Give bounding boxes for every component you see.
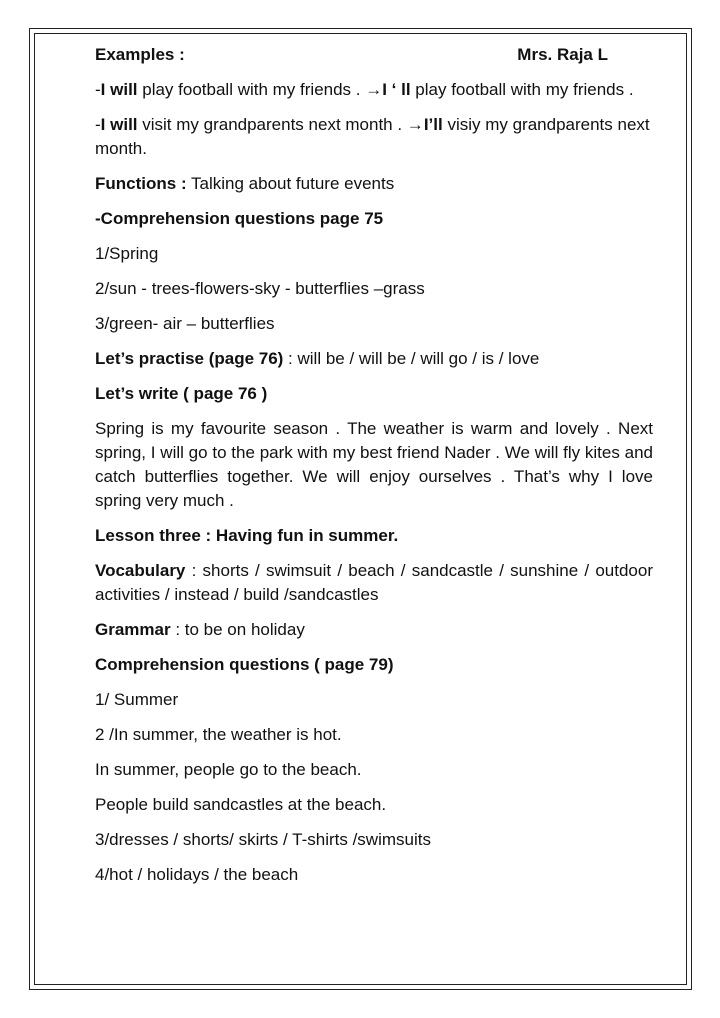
write-heading: Let’s write ( page 76 ) [95,384,268,403]
functions-label: Functions : [95,174,187,193]
example-lead: I will [100,80,138,99]
answer-line: 4/hot / holidays / the beach [95,865,299,884]
functions-line [95,172,653,196]
vocabulary-text: : shorts / swimsuit / beach / sandcastle / sunshine / outdoor activities / instead / build /sandcastles [95,561,653,604]
example-lead: I will [100,115,138,134]
practise-label: Let’s practise (page 76) [95,349,284,368]
answer-line: 1/ Summer [95,690,179,709]
lesson-title: Lesson three : Having fun in summer. [95,526,399,545]
answer-line: 3/dresses / shorts/ skirts / T-shirts /swimsuits [95,830,431,849]
vocabulary-line [95,559,653,607]
grammar-text: : to be on holiday [170,620,305,639]
practise-text: : will be / will be / will go / is / love [283,349,540,368]
header-row [95,43,653,67]
example-2 [95,113,653,161]
answer-line: 1/Spring [95,244,159,263]
grammar-line [95,618,653,642]
answer-line: People build sandcastles at the beach. [95,795,387,814]
example-dash: - [95,115,101,134]
write-paragraph: Spring is my favourite season . The weather is warm and lovely . Next spring, I will go to the park with my best friend Nader . We will fly kites and catch butterflies together. We will enjoy ourselves . That’s why I love spring very much . [95,419,653,510]
answer-line: 2/sun - trees-flowers-sky - butterflies –grass [95,279,425,298]
author-name: Mrs. Raja L [517,45,608,64]
example-rest: play football with my friends . → [137,80,383,99]
functions-text: Talking about future events [186,174,395,193]
document-body [95,43,653,898]
answer-line: 2 /In summer, the weather is hot. [95,725,342,744]
comprehension-heading-2: Comprehension questions ( page 79) [95,655,394,674]
answer-line: In summer, people go to the beach. [95,760,362,779]
vocabulary-label: Vocabulary [95,561,186,580]
practise-line [95,347,653,371]
example-tail: play football with my friends . [410,80,634,99]
example-contraction: I ‘ ll [382,80,411,99]
answer-line: 3/green- air – butterflies [95,314,275,333]
comprehension-heading-1: -Comprehension questions page 75 [95,209,384,228]
section-title: Examples : [95,45,185,64]
example-rest: visit my grandparents next month . → [137,115,424,134]
example-contraction: I’ll [423,115,443,134]
example-tail: visiy my grandparents next month. [95,115,650,158]
grammar-label: Grammar [95,620,171,639]
example-1 [95,78,653,102]
example-dash: - [95,80,101,99]
